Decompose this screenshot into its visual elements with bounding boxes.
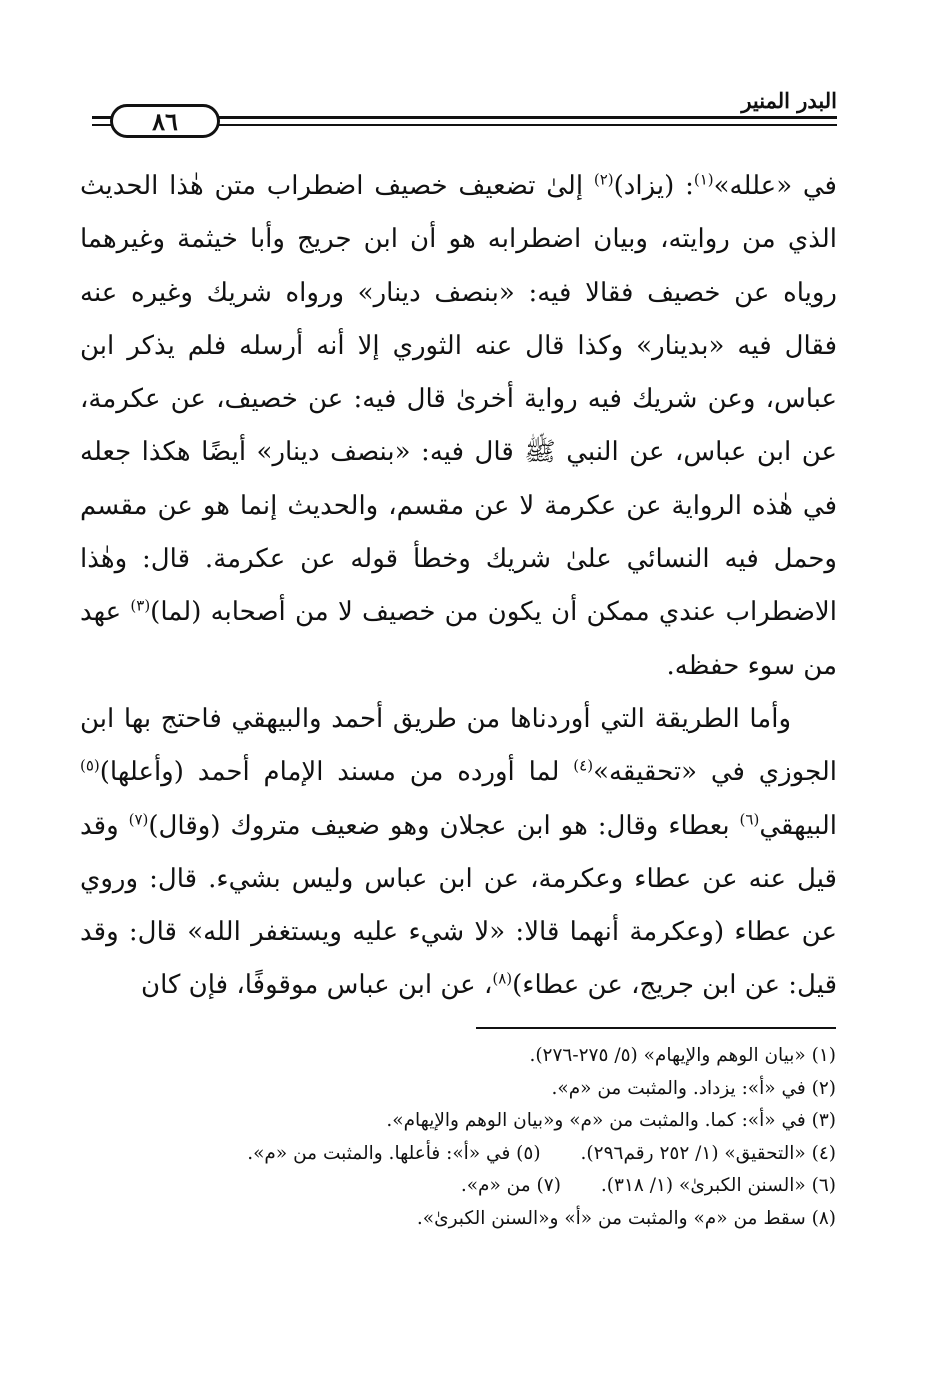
text-segment: : (يزاد) (613, 171, 694, 201)
footnote-6: (٦) «السنن الكبرىٰ» (١/ ٣١٨). (600, 1175, 836, 1197)
footnote-ref-6: (٦) (739, 809, 760, 828)
footnote-4: (٤) «التحقيق» (١/ ٢٥٢ رقم٢٩٦). (580, 1142, 836, 1164)
footnote-5: (٥) في «أ»: فأعلها. والمثبت من «م». (247, 1142, 541, 1164)
footnote-2: (٢) في «أ»: يزداد. والمثبت من «م». (551, 1077, 836, 1099)
footnote-ref-1: (١) (693, 170, 714, 189)
footnote-ref-2: (٢) (593, 170, 614, 189)
text-segment: عهد من سوء حفظه. (80, 597, 837, 681)
footnote-ref-8: (٨) (492, 969, 513, 988)
text-segment: وقد قيل عنه عن عطاء وعكرمة، عن ابن عباس وليس بشيء. قال: وروي عن عطاء (وعكرمة أنهما قالا: «لا شيء عليه ويستغفر الله» قال: وقد قيل: عن ابن جريج، عن عطاء) (80, 810, 837, 1001)
footnote-ref-4: (٤) (573, 756, 594, 775)
text-segment: لما أورده من مسند الإمام أحمد (وأعلها) (99, 757, 574, 788)
text-segment: في «علله» (713, 171, 837, 201)
paragraph-2 (80, 693, 837, 1013)
footnote-ref-3: (٣) (130, 596, 151, 615)
footnote-7: (٧) من «م». (460, 1175, 561, 1197)
footnote-ref-5: (٥) (80, 756, 100, 775)
running-title: البدر المنير (741, 88, 837, 113)
text-segment: إلىٰ تضعيف خصيف اضطراب متن هٰذا الحديث الذي من روايته، وبيان اضطرابه هو أن ابن جريج وأبا خيثمة وغيرهما روياه عن خصيف فقالا فيه: «بنصف دينار» ورواه شريك وغيره عنه فقال فيه «بدينار» وكذا قال عنه الثوري إلا أنه أرسله فلم يذكر ابن عباس، وعن شريك فيه رواية أخرىٰ قال فيه: عن خصيف، عن عكرمة، عن ابن عباس، عن النبي ﷺ قال فيه: «بنصف دينار» أيضًا هكذا جعله في هٰذه الرواية عن عكرمة لا عن مقسم، والحديث إنما هو عن مقسم وحمل فيه النسائي علىٰ شريك وخطأ قوله عن عكرمة. قال: وهٰذا الاضطراب عندي ممكن أن يكون من خصيف لا من أصحابه (لما) (80, 171, 837, 628)
footnote-separator (476, 1027, 836, 1029)
text-segment: بعطاء وقال: هو ابن عجلان وهو ضعيف متروك (وقال) (148, 810, 740, 841)
footnote-8: (٨) سقط من «م» والمثبت من «أ» و«السنن الكبرىٰ». (416, 1207, 836, 1229)
paragraph-1 (80, 160, 837, 693)
page-number: ٨٦ (152, 106, 178, 136)
footnote-row-4-5 (90, 1138, 836, 1171)
text-segment: البيهقي (759, 810, 837, 841)
footnotes (90, 1040, 836, 1236)
page-number-badge (110, 104, 220, 138)
footnote-ref-7: (٧) (128, 809, 149, 828)
body-text (80, 160, 837, 1013)
running-header (92, 88, 837, 148)
footnote-1: (١) «بيان الوهم والإيهام» (٥/ ٢٧٥-٢٧٦). (529, 1045, 836, 1066)
text-segment: ، عن ابن عباس موقوفًا، فإن كان (140, 970, 493, 1001)
footnote-row-6-7 (90, 1170, 836, 1203)
footnote-3: (٣) في «أ»: كما. والمثبت من «م» و«بيان الوهم والإيهام». (386, 1110, 836, 1132)
text-segment: وأما الطريقة التي أوردناها من طريق أحمد والبيهقي فاحتج بها ابن الجوزي في «تحقيقه» (80, 703, 837, 788)
